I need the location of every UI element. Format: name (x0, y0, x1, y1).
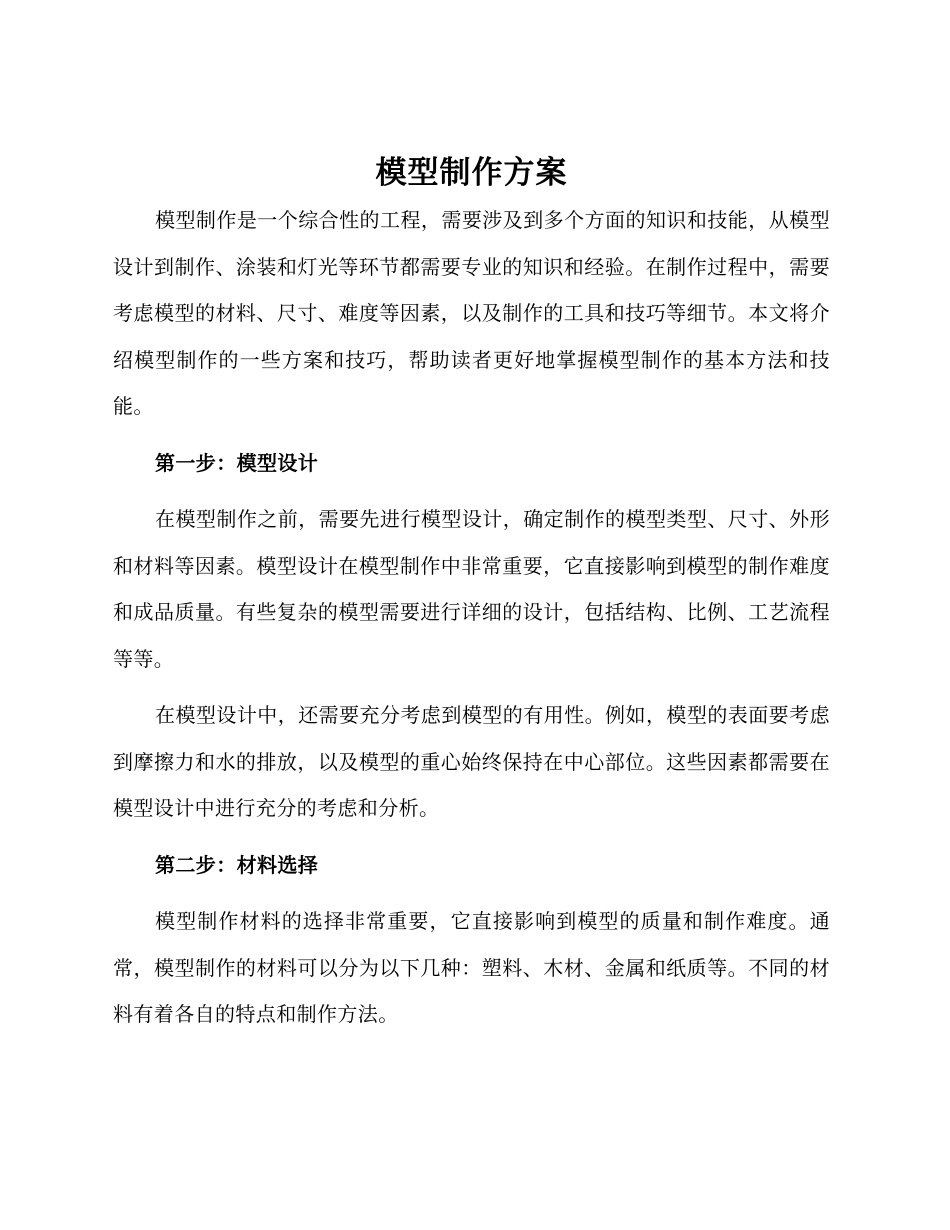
section-1-paragraph-2: 在模型设计中，还需要充分考虑到模型的有用性。例如，模型的表面要考虑到摩擦力和水的排放，以及模型的重心始终保持在中心部位。这些因素都需要在模型设计中进行充分的考虑和分析。 (113, 703, 830, 820)
section-heading-step-2: 第二步：材料选择 (155, 852, 319, 877)
document-page (113, 147, 830, 1048)
section-heading-step-1: 第一步：模型设计 (155, 450, 319, 475)
section-2-paragraph-1: 模型制作材料的选择非常重要，它直接影响到模型的质量和制作难度。通常，模型制作的材料可以分为以下几种：塑料、木材、金属和纸质等。不同的材料有着各自的特点和制作方法。 (113, 909, 830, 1026)
intro-paragraph: 模型制作是一个综合性的工程，需要涉及到多个方面的知识和技能，从模型设计到制作、涂装和灯光等环节都需要专业的知识和经验。在制作过程中，需要考虑模型的材料、尺寸、难度等因素，以及制作的工具和技巧等细节。本文将介绍模型制作的一些方案和技巧，帮助读者更好地掌握模型制作的基本方法和技能。 (113, 208, 830, 418)
section-model-design (113, 440, 830, 832)
section-material-selection (113, 842, 830, 1038)
section-1-paragraph-1: 在模型制作之前，需要先进行模型设计，确定制作的模型类型、尺寸、外形和材料等因素。模型设计在模型制作中非常重要，它直接影响到模型的制作难度和成品质量。有些复杂的模型需要进行详细的设计，包括结构、比例、工艺流程等等。 (113, 507, 830, 671)
document-title: 模型制作方案 (375, 155, 568, 191)
